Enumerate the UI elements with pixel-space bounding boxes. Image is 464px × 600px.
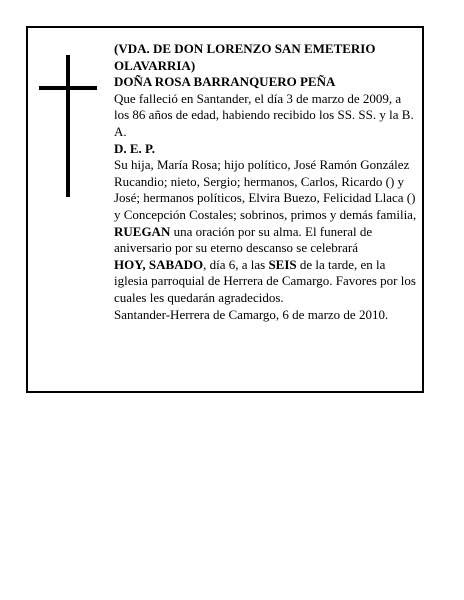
death-details: Que falleció en Santander, el día 3 de marzo de 2009, a los 86 años de edad, habiendo recibido los SS. SS. y la B. A. (114, 90, 414, 139)
hoy-sabado: HOY, SABADO (114, 256, 204, 272)
place-text: de la tarde, en la iglesia parroquial de Herrera de Camargo. Favores por los cuales les quedarán agradecidos. (114, 256, 416, 305)
deceased-name: DOÑA ROSA BARRANQUERO PEÑA (114, 74, 336, 90)
request-text: una oración por su alma. El funeral de aniversario por su eterno descanso se celebrará (114, 223, 373, 256)
seis-word: SEIS (268, 256, 297, 272)
funeral-time (114, 257, 419, 307)
cross-horizontal-bar (39, 86, 97, 90)
obituary-text (114, 41, 419, 323)
family-list: Su hija, María Rosa; hijo político, José Ramón González Rucandio; nieto, Sergio; hermanos, Carlos, Ricardo () y José; hermanos políticos, Elvira Buezo, Felicidad Llaca () y Concepción Costales; sobrinos, primos y demás familia, (114, 157, 417, 222)
ruegan-word: RUEGAN (114, 223, 171, 239)
signature-line: Santander-Herrera de Camargo, 6 de marzo de 2010. (114, 306, 389, 322)
day-text: , día 6, a las (203, 256, 269, 272)
funeral-request (114, 224, 419, 257)
obituary-notice (26, 26, 424, 393)
cross-vertical-bar (66, 55, 70, 197)
widow-of-line: (VDA. DE DON LORENZO SAN EMETERIO OLAVARRIA) (114, 41, 376, 73)
rip-line: D. E. P. (114, 140, 156, 156)
